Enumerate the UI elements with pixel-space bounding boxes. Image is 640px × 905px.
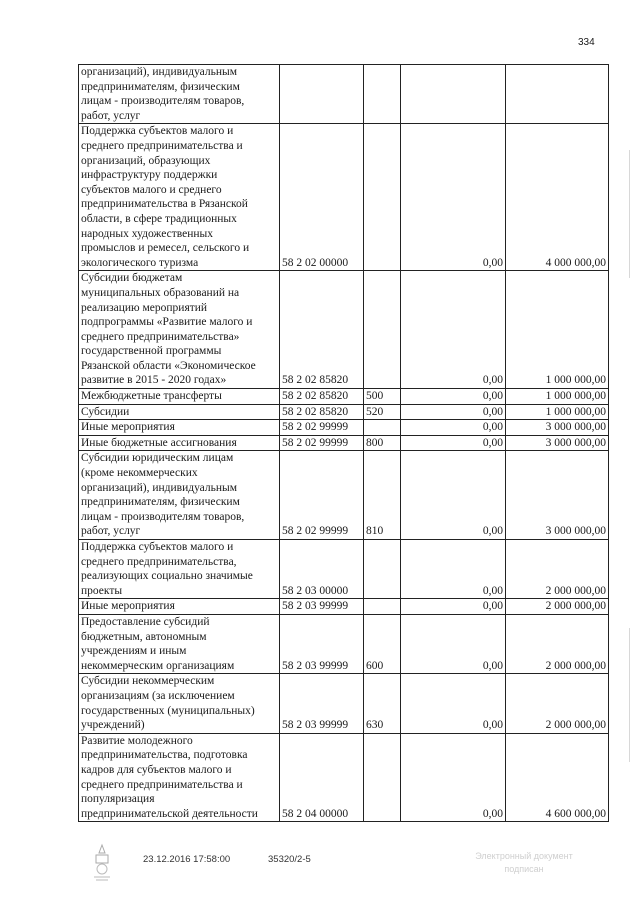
row-name-cell [79,540,280,599]
row-name-line: подпрограммы «Развитие малого и [81,316,253,329]
row-name-line: промыслов и ремесел, сельского и [81,242,250,255]
row-name-cell [79,599,280,615]
row-value-2-cell: 1 000 000,00 [506,404,609,420]
signature-watermark [444,850,604,876]
row-name-line: Субсидии [81,405,130,418]
row-name-cell [79,271,280,389]
row-expense-type-cell [364,599,401,615]
row-name-line: области, в сфере традиционных [81,212,237,225]
row-name-line: Развитие молодежного [81,734,193,747]
row-name-cell [79,435,280,451]
row-code-cell: 58 2 02 85820 [280,271,364,389]
row-name-line: работ, услуг [81,109,141,122]
row-code-cell: 58 2 03 99999 [280,674,364,733]
row-name-line: среднего предпринимательства и [81,778,243,791]
row-name-cell [79,404,280,420]
row-value-1-cell: 0,00 [401,599,506,615]
page-edge-mark [629,150,630,278]
row-name-cell [79,389,280,405]
row-value-1-cell: 0,00 [401,404,506,420]
table-row [79,404,609,420]
row-expense-type-cell [364,271,401,389]
footer-datetime: 23.12.2016 17:58:00 [143,854,231,865]
row-expense-type-cell [364,733,401,822]
row-name-cell [79,124,280,271]
row-value-2-cell: 3 000 000,00 [506,451,609,540]
row-name-line: предпринимателям, физическим [81,496,240,509]
row-value-1-cell: 0,00 [401,271,506,389]
row-name-cell [79,733,280,822]
row-expense-type-cell [364,540,401,599]
row-name-line: организаций, образующих [81,154,211,167]
row-expense-type-cell: 600 [364,614,401,673]
row-value-2-cell: 4 600 000,00 [506,733,609,822]
row-value-1-cell: 0,00 [401,674,506,733]
footer-document-id: 35320/2-5 [268,854,311,865]
row-value-1-cell [401,65,506,124]
row-name-line: народных художественных [81,227,214,240]
row-name-line: Субсидии бюджетам [81,272,183,285]
row-name-line: (кроме некоммерческих [81,467,198,480]
row-code-cell: 58 2 02 99999 [280,435,364,451]
row-code-cell: 58 2 02 85820 [280,404,364,420]
row-name-cell [79,65,280,124]
table-row [79,451,609,540]
row-expense-type-cell: 520 [364,404,401,420]
row-expense-type-cell: 500 [364,389,401,405]
row-name-line: Иные бюджетные ассигнования [81,436,237,449]
table-row [79,435,609,451]
row-name-line: Иные мероприятия [81,421,175,434]
row-name-line: бюджетным, автономным [81,630,207,643]
row-value-2-cell [506,65,609,124]
row-expense-type-cell [364,124,401,271]
row-name-cell [79,674,280,733]
row-name-line: лицам - производителям товаров, [81,95,245,108]
row-value-1-cell: 0,00 [401,614,506,673]
row-expense-type-cell: 630 [364,674,401,733]
row-value-2-cell: 3 000 000,00 [506,420,609,436]
row-value-1-cell: 0,00 [401,451,506,540]
row-value-1-cell: 0,00 [401,733,506,822]
document-stamp-icon [90,843,114,883]
row-name-line: реализующих социально значимые [81,570,253,583]
row-name-line: Межбюджетные трансферты [81,390,222,403]
row-value-2-cell: 1 000 000,00 [506,271,609,389]
row-value-2-cell: 2 000 000,00 [506,614,609,673]
row-name-line: Иные мероприятия [81,600,175,613]
row-value-2-cell: 2 000 000,00 [506,674,609,733]
row-name-line: развитие в 2015 - 2020 годах» [81,374,227,387]
table-row [79,65,609,124]
row-name-line: предпринимательства, подготовка [81,749,248,762]
row-name-line: Поддержка субъектов малого и [81,541,234,553]
row-code-cell: 58 2 03 00000 [280,540,364,599]
row-expense-type-cell: 800 [364,435,401,451]
row-name-line: проекты [81,584,123,597]
row-value-2-cell: 4 000 000,00 [506,124,609,271]
row-name-line: лицам - производителям товаров, [81,510,245,523]
table-row [79,540,609,599]
row-code-cell: 58 2 02 00000 [280,124,364,271]
row-code-cell: 58 2 03 99999 [280,614,364,673]
row-name-line: организациям (за исключением [81,689,235,702]
row-name-line: кадров для субъектов малого и [81,763,232,776]
row-expense-type-cell [364,65,401,124]
row-name-line: Предоставление субсидий [81,615,210,628]
row-name-line: учреждений) [81,719,145,732]
budget-table [78,64,609,822]
row-code-cell: 58 2 02 99999 [280,451,364,540]
table-row [79,599,609,615]
table-row [79,389,609,405]
table-row [79,124,609,271]
row-name-line: реализацию мероприятий [81,301,208,314]
row-name-line: организаций), индивидуальным [81,481,238,494]
row-code-cell: 58 2 03 99999 [280,599,364,615]
row-name-line: среднего предпринимательства и [81,139,243,152]
row-value-2-cell: 3 000 000,00 [506,435,609,451]
row-value-2-cell: 2 000 000,00 [506,599,609,615]
row-name-line: среднего предпринимательства, [81,555,237,568]
row-name-line: некоммерческим организациям [81,659,235,672]
table-row [79,420,609,436]
row-name-line: работ, услуг [81,525,141,538]
table-row [79,674,609,733]
page-number: 334 [578,37,595,48]
table-row [79,733,609,822]
row-name-line: государственных (муниципальных) [81,704,255,717]
row-name-line: предпринимателям, физическим [81,80,240,93]
watermark-line: Электронный документ [475,851,573,861]
row-name-line: муниципальных образований на [81,286,240,299]
row-name-cell [79,451,280,540]
row-name-line: Субсидии юридическим лицам [81,452,234,465]
row-name-cell [79,420,280,436]
table-row [79,271,609,389]
row-value-2-cell: 1 000 000,00 [506,389,609,405]
row-name-cell [79,614,280,673]
row-value-1-cell: 0,00 [401,124,506,271]
watermark-line: подписан [504,864,544,874]
row-expense-type-cell: 810 [364,451,401,540]
row-code-cell: 58 2 02 99999 [280,420,364,436]
row-name-line: Субсидии некоммерческим [81,675,215,688]
table-row [79,614,609,673]
row-value-1-cell: 0,00 [401,435,506,451]
row-name-line: инфраструктуру поддержки [81,169,218,182]
row-value-1-cell: 0,00 [401,540,506,599]
row-name-line: предпринимательской деятельности [81,807,258,820]
row-code-cell: 58 2 02 85820 [280,389,364,405]
row-name-line: Поддержка субъектов малого и [81,125,234,138]
row-value-2-cell: 2 000 000,00 [506,540,609,599]
row-expense-type-cell [364,420,401,436]
page-edge-mark [629,628,630,762]
row-name-line: учреждениям и иным [81,645,187,658]
row-name-line: экологического туризма [81,256,199,269]
row-name-line: популяризация [81,793,155,806]
row-value-1-cell: 0,00 [401,389,506,405]
row-name-line: среднего предпринимательства» [81,330,240,343]
row-name-line: субъектов малого и среднего [81,183,222,196]
row-code-cell: 58 2 04 00000 [280,733,364,822]
row-name-line: организаций), индивидуальным [81,66,238,78]
row-name-line: Рязанской области «Экономическое [81,359,256,372]
row-name-line: предпринимательства в Рязанской [81,198,248,211]
budget-table-body [79,65,609,822]
row-value-1-cell: 0,00 [401,420,506,436]
row-code-cell [280,65,364,124]
row-name-line: государственной программы [81,345,222,358]
